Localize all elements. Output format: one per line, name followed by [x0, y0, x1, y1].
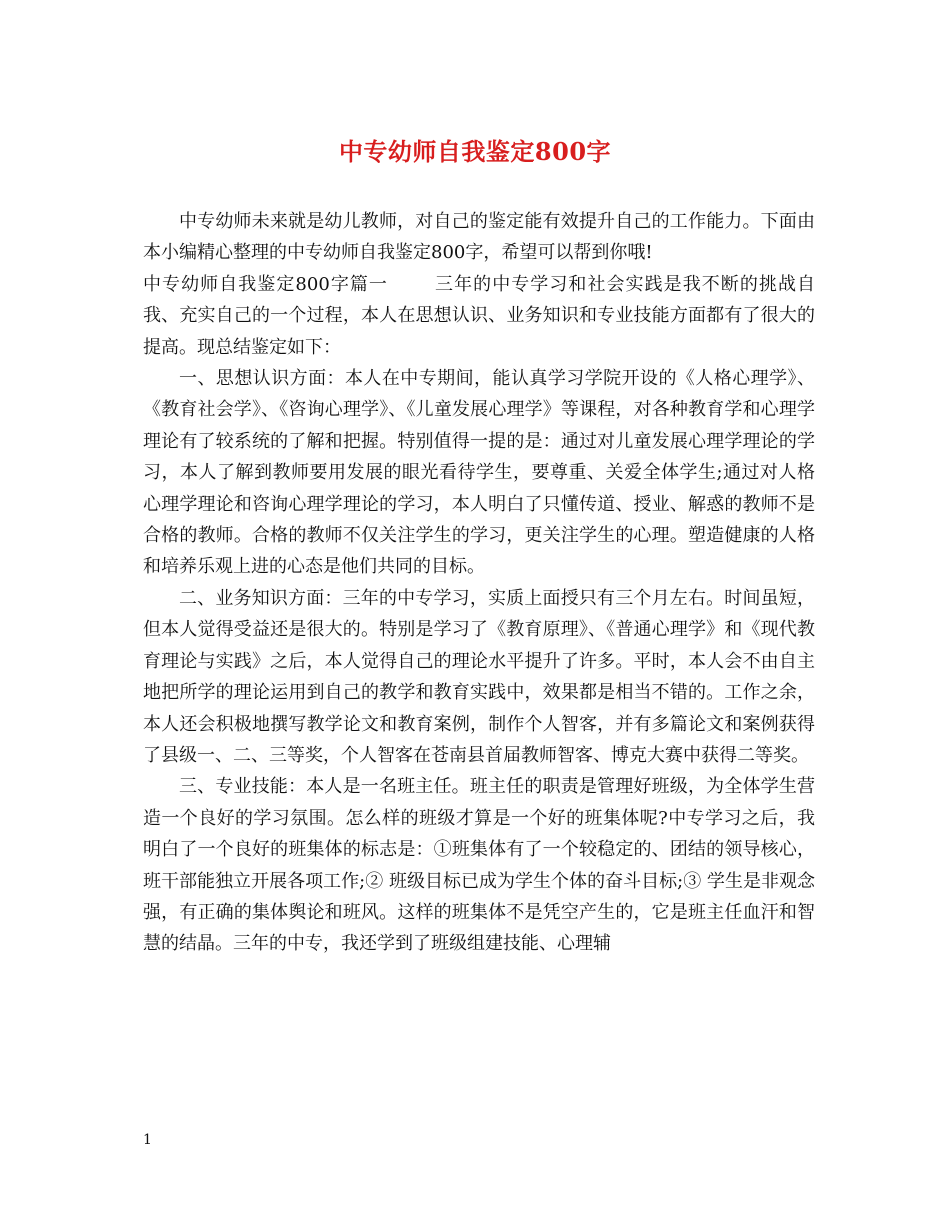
section-paragraph: [143, 269, 815, 363]
document-title: 中专幼师自我鉴定800字: [338, 137, 612, 166]
document-body: [143, 206, 815, 960]
paragraph-skills: 三、专业技能：本人是一名班主任。班主任的职责是管理好班级，为全体学生营造一个良好的学习氛围。怎么样的班级才算是一个好的班集体呢?中专学习之后，我明白了一个良好的班集体的标志是：①班集体有了一个较稳定的、团结的领导核心，班干部能独立开展各项工作;② 班级目标已成为学生个体的奋斗目标;③ 学生是非观念强，有正确的集体舆论和班风。这样的班集体不是凭空产生的，它是班主任血汗和智慧的结晶。三年的中专，我还学到了班级组建技能、心理辅: [143, 776, 815, 955]
section-heading: 中专幼师自我鉴定800字篇一: [143, 273, 388, 295]
paragraph-knowledge: 二、业务知识方面：三年的中专学习，实质上面授只有三个月左右。时间虽短，但本人觉得受益还是很大的。特别是学习了《教育原理》、《普通心理学》和《现代教育理论与实践》之后，本人觉得自己的理论水平提升了许多。平时，本人会不由自主地把所学的理论运用到自己的教学和教育实践中，效果都是相当不错的。工作之余，本人还会积极地撰写教学论文和教育案例，制作个人智客，并有多篇论文和案例获得了县级一、二、三等奖，个人智客在苍南县首届教师智客、博克大赛中获得二等奖。: [143, 587, 815, 766]
paragraph-thought: 一、思想认识方面：本人在中专期间，能认真学习学院开设的《人格心理学》、《教育社会学》、《咨询心理学》、《儿童发展心理学》等课程，对各种教育学和心理学理论有了较系统的了解和把握。特别值得一提的是：通过对儿童发展心理学理论的学习，本人了解到教师要用发展的眼光看待学生，要尊重、关爱全体学生;通过对人格心理学理论和咨询心理学理论的学习，本人明白了只懂传道、授业、解惑的教师不是合格的教师。合格的教师不仅关注学生的学习，更关注学生的心理。塑造健康的人格和培养乐观上进的心态是他们共同的目标。: [143, 368, 815, 578]
section-intro: 三年的中专学习和社会实践是我不断的挑战自我、充实自己的一个过程，本人在思想认识、业务知识和专业技能方面都有了很大的提高。现总结鉴定如下：: [143, 273, 816, 358]
intro-paragraph: 中专幼师未来就是幼儿教师，对自己的鉴定能有效提升自己的工作能力。下面由本小编精心整理的中专幼师自我鉴定800字，希望可以帮到你哦!: [143, 211, 815, 264]
page-number: 1: [143, 1132, 152, 1148]
